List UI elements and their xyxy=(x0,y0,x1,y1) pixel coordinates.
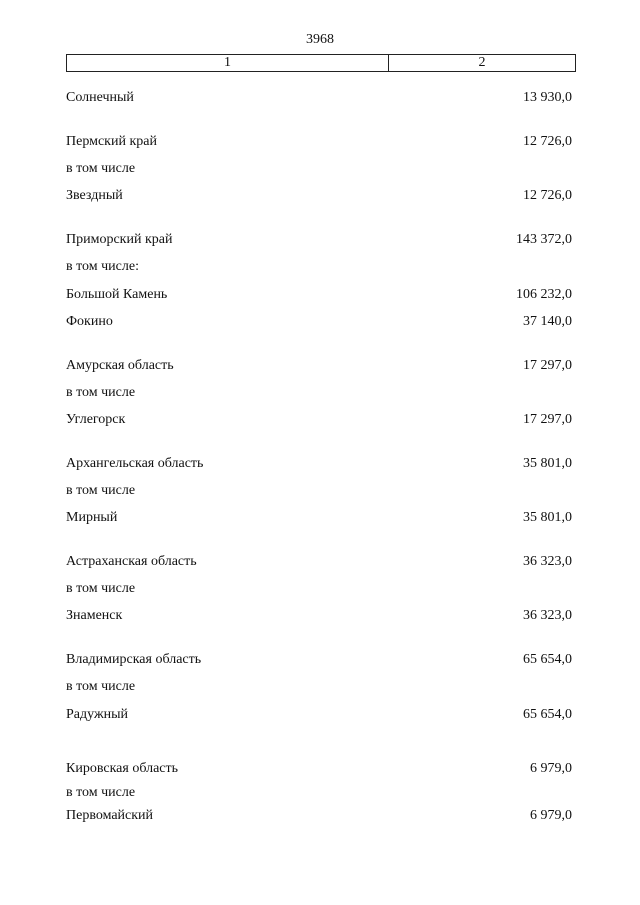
region-name: Звездный xyxy=(66,188,123,203)
region-name: Фокино xyxy=(66,314,113,329)
region-name: Радужный xyxy=(66,707,129,722)
table-row xyxy=(66,651,572,669)
region-name: Кировская область xyxy=(66,761,179,776)
amount-value: 17 297,0 xyxy=(523,358,572,373)
amount-value: 36 323,0 xyxy=(523,608,572,623)
table-row xyxy=(66,160,572,178)
table-row xyxy=(66,807,572,825)
table-row xyxy=(66,313,572,331)
table-row xyxy=(66,357,572,375)
table-row xyxy=(66,286,572,304)
table-row xyxy=(66,482,572,500)
table-row xyxy=(66,133,572,151)
amount-value: 6 979,0 xyxy=(530,808,572,823)
table-row xyxy=(66,384,572,402)
amount-value: 6 979,0 xyxy=(530,761,572,776)
amount-value: 36 323,0 xyxy=(523,554,572,569)
table-row xyxy=(66,89,572,107)
region-name: Солнечный xyxy=(66,90,134,105)
region-name: в том числе xyxy=(66,483,136,498)
table-row xyxy=(66,580,572,598)
amount-value: 35 801,0 xyxy=(523,456,572,471)
amount-value: 65 654,0 xyxy=(523,652,572,667)
amount-value: 12 726,0 xyxy=(523,188,572,203)
table-row xyxy=(66,553,572,571)
amount-value: 17 297,0 xyxy=(523,412,572,427)
amount-value: 13 930,0 xyxy=(523,90,572,105)
column-header-1: 1 xyxy=(67,55,389,71)
table-row xyxy=(66,706,572,724)
amount-value: 37 140,0 xyxy=(523,314,572,329)
table-row xyxy=(66,760,572,778)
region-name: Большой Камень xyxy=(66,287,168,302)
table-row xyxy=(66,784,572,802)
region-name: Владимирская область xyxy=(66,652,202,667)
region-name: Первомайский xyxy=(66,808,154,823)
page-number: 3968 xyxy=(306,32,334,47)
region-name: в том числе: xyxy=(66,259,139,274)
region-name: Пермский край xyxy=(66,134,157,149)
table-row xyxy=(66,411,572,429)
region-name: Архангельская область xyxy=(66,456,204,471)
amount-value: 35 801,0 xyxy=(523,510,572,525)
region-name: в том числе xyxy=(66,161,136,176)
amount-value: 143 372,0 xyxy=(516,232,572,247)
region-name: в том числе xyxy=(66,785,136,800)
table-row xyxy=(66,455,572,473)
table-row xyxy=(66,231,572,249)
region-name: Знаменск xyxy=(66,608,123,623)
region-name: в том числе xyxy=(66,679,136,694)
table-row xyxy=(66,258,572,276)
region-name: в том числе xyxy=(66,385,136,400)
region-name: Мирный xyxy=(66,510,118,525)
region-name: Углегорск xyxy=(66,412,126,427)
table-row xyxy=(66,509,572,527)
amount-value: 106 232,0 xyxy=(516,287,572,302)
region-name: Амурская область xyxy=(66,358,174,373)
region-name: Приморский край xyxy=(66,232,173,247)
table-row xyxy=(66,187,572,205)
column-header-2: 2 xyxy=(478,55,486,70)
table-row xyxy=(66,678,572,696)
amount-value: 65 654,0 xyxy=(523,707,572,722)
column-header-row xyxy=(66,54,576,72)
table-row xyxy=(66,607,572,625)
region-name: в том числе xyxy=(66,581,136,596)
region-name: Астраханская область xyxy=(66,554,197,569)
amount-value: 12 726,0 xyxy=(523,134,572,149)
